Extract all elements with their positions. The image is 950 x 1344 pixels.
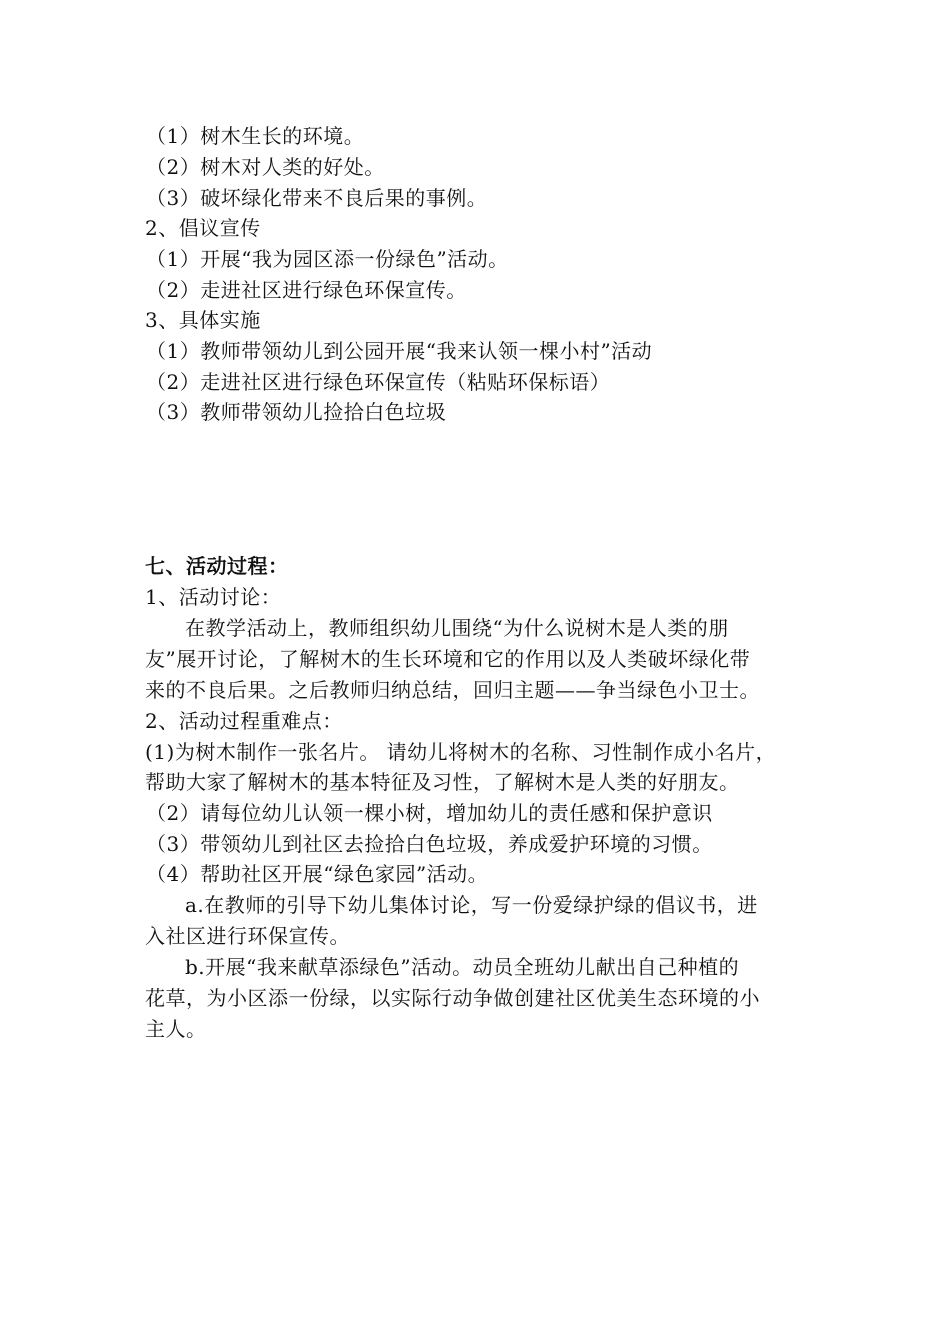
paragraph-line: 花草，为小区添一份绿，以实际行动争做创建社区优美生态环境的小 bbox=[145, 986, 760, 1010]
list-item: （1）开展“我为园区添一份绿色”活动。 bbox=[146, 247, 509, 271]
paragraph-line: 帮助大家了解树木的基本特征及习性，了解树木是人类的好朋友。 bbox=[145, 770, 740, 794]
subheading-proposal: 2、倡议宣传 bbox=[145, 216, 261, 240]
paragraph-line: 来的不良后果。之后教师归纳总结，回归主题——争当绿色小卫士。 bbox=[145, 678, 760, 702]
paragraph-line: a.在教师的引导下幼儿集体讨论，写一份爱绿护绿的倡议书，进 bbox=[185, 893, 758, 917]
list-item: （3）教师带领幼儿捡拾白色垃圾 bbox=[146, 400, 447, 424]
paragraph-line: (1)为树木制作一张名片。 请幼儿将树木的名称、习性制作成小名片， bbox=[145, 740, 777, 764]
list-item: （2）走进社区进行绿色环保宣传。 bbox=[146, 278, 467, 302]
paragraph-line: 主人。 bbox=[145, 1017, 207, 1041]
list-item: （2）请每位幼儿认领一棵小树，增加幼儿的责任感和保护意识 bbox=[146, 801, 713, 825]
paragraph-line: 入社区进行环保宣传。 bbox=[145, 924, 350, 948]
list-item: （1）树木生长的环境。 bbox=[146, 124, 365, 148]
list-item: （3）带领幼儿到社区去捡拾白色垃圾，养成爱护环境的习惯。 bbox=[146, 832, 713, 856]
subheading-key-points: 2、活动过程重难点： bbox=[145, 709, 343, 733]
subheading-implementation: 3、具体实施 bbox=[145, 308, 261, 332]
section-heading: 七、活动过程： bbox=[145, 554, 289, 578]
list-item: （2）走进社区进行绿色环保宣传（粘贴环保标语） bbox=[146, 370, 611, 394]
list-item: （4）帮助社区开展“绿色家园”活动。 bbox=[146, 862, 489, 886]
paragraph-line: 在教学活动上，教师组织幼儿围绕“为什么说树木是人类的朋 bbox=[185, 616, 729, 640]
paragraph-line: 友”展开讨论，了解树木的生长环境和它的作用以及人类破坏绿化带 bbox=[145, 647, 751, 671]
list-item: （2）树木对人类的好处。 bbox=[146, 155, 385, 179]
subheading-discussion: 1、活动讨论： bbox=[145, 585, 282, 609]
list-item: （3）破坏绿化带来不良后果的事例。 bbox=[146, 186, 488, 210]
list-item: （1）教师带领幼儿到公园开展“我来认领一棵小村”活动 bbox=[146, 339, 653, 363]
paragraph-line: b.开展“我来献草添绿色”活动。动员全班幼儿献出自己种植的 bbox=[185, 955, 740, 979]
